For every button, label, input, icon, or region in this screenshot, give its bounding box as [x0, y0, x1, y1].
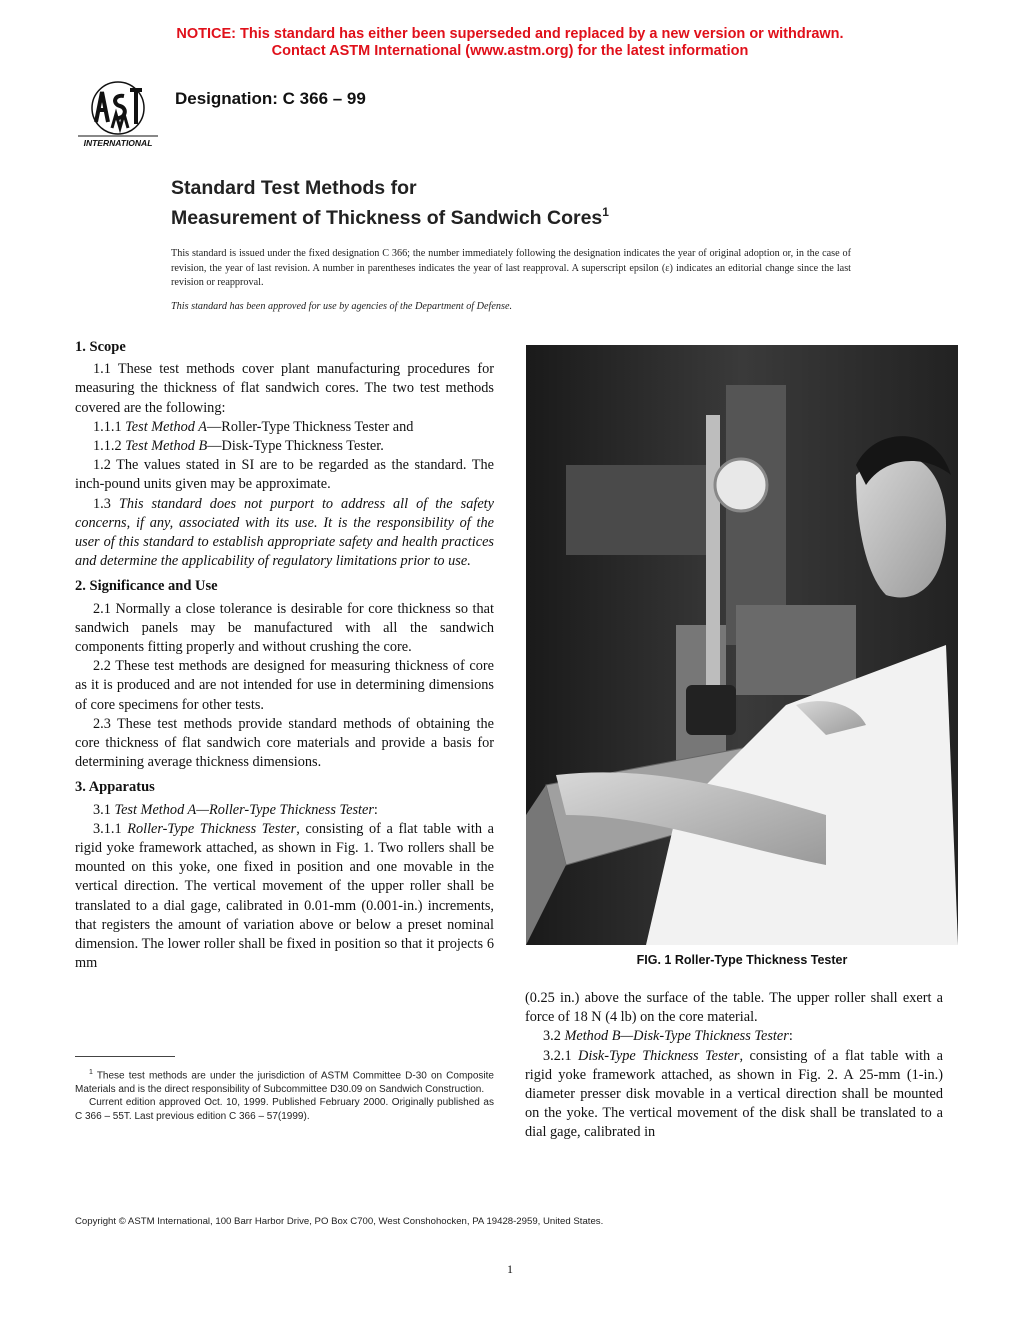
- page-number: 1: [507, 1262, 513, 1276]
- para-italic: Test Method A: [125, 418, 207, 435]
- footnote-1-text: These test methods are under the jurisdiction of ASTM Committee D-30 on Composite Materials and is the direct responsibility of Subcommittee D30.09 on Sandwich Construction.: [75, 1070, 494, 1095]
- footnote-1: [75, 1066, 494, 1096]
- scope-heading: 1. Scope: [75, 339, 126, 355]
- footnote-mark: 1: [89, 1069, 93, 1076]
- para-num: 3.2.1: [543, 1047, 579, 1064]
- title-line-2-text: Measurement of Thickness of Sandwich Cores: [171, 207, 603, 229]
- para-text: —Disk-Type Thickness Tester.: [207, 438, 384, 455]
- footnote-2: Current edition approved Oct. 10, 1999. Published February 2000. Originally published as C 366 – 55T. Last previous edition C 366 – 57(1999).: [75, 1097, 494, 1122]
- title-line-1: Standard Test Methods for: [171, 177, 417, 199]
- copyright: Copyright © ASTM International, 100 Barr Harbor Drive, PO Box C700, West Conshohocken, PA 19428-2959, United States.: [75, 1216, 604, 1227]
- designation: Designation: C 366 – 99: [175, 89, 366, 108]
- document-title: [171, 176, 609, 230]
- para-2-3: 2.3 These test methods provide standard methods of obtaining the core thickness of flat sandwich core materials and provide a basis for determining average thickness dimensions.: [75, 715, 494, 771]
- figure-1-caption: FIG. 1 Roller-Type Thickness Tester: [636, 953, 848, 967]
- title-footnote-mark: 1: [602, 205, 609, 219]
- right-column: [525, 989, 943, 1143]
- para-num: 3.1.1: [93, 820, 128, 837]
- left-column: [75, 338, 494, 974]
- notice-line-2: Contact ASTM International (www.astm.org) for the latest information: [271, 43, 749, 59]
- notice-line-1: NOTICE: This standard has either been superseded and replaced by a new version or withdrawn.: [176, 26, 844, 42]
- para-italic: Roller-Type Thickness Tester: [127, 820, 297, 837]
- para-3-2: [525, 1027, 943, 1046]
- para-1-2: 1.2 The values stated in SI are to be regarded as the standard. The inch-pound units given may be approximate.: [75, 457, 494, 493]
- para-num: 1.3: [93, 495, 119, 512]
- figure-1-photo: [526, 345, 958, 945]
- defense-approval: This standard has been approved for use by agencies of the Department of Defense.: [171, 301, 513, 312]
- para-num: 1.1.1: [93, 418, 126, 435]
- footnotes: [75, 1066, 494, 1123]
- para-1-1-1: [75, 418, 494, 437]
- logo-text: INTERNATIONAL: [83, 138, 153, 148]
- para-3-1: [75, 801, 494, 820]
- para-italic: Test Method B: [125, 438, 208, 455]
- preamble: This standard is issued under the fixed designation C 366; the number immediately following the designation indicates the year of original adoption or, in the case of revision, the year of last revision. A number in parentheses indicates the year of last reapproval. A superscript epsilon (ε) indicates an editorial change since the last revision or reapproval.: [171, 248, 851, 288]
- para-text: :: [788, 1028, 793, 1045]
- para-num: 1.1.2: [93, 438, 126, 455]
- para-2-2: 2.2 These test methods are designed for measuring thickness of core as it is produced and are not intended for use in determining dimensions of core specimens for other tests.: [75, 658, 494, 713]
- para-num: 3.2: [543, 1028, 565, 1045]
- notice-banner: [0, 26, 1020, 60]
- footnote-rule: [75, 1056, 175, 1057]
- para-text: , consisting of a flat table with a rigid yoke framework attached, as shown in Fig. 1. Two rollers shall be mounted on this yoke, one fixed in position and one movable in the vertical direction. The vertical movement of the upper roller shall be translated to a dial gage, calibrated in 0.01-mm (0.001-in.) increments, that registers the amount of variation above or below a preset nominal dimension. The lower roller shall be fixed in position so that it projects 6 mm: [75, 820, 494, 972]
- para-3-2-1: [525, 1047, 943, 1143]
- significance-heading: 2. Significance and Use: [75, 578, 218, 595]
- para-italic: This standard does not purport to address all of the safety concerns, if any, associated with its use. It is the responsibility of the user of this standard to establish appropriate safety and health practices and determine the applicability of regulatory limitations prior to use.: [75, 495, 494, 570]
- astm-logo: [76, 78, 160, 150]
- para-3-1-1: [75, 820, 494, 974]
- para-1-1: 1.1 These test methods cover plant manufacturing procedures for measuring the thickness of flat sandwich cores. The two test methods covered are the following:: [75, 361, 494, 416]
- para-italic: Test Method A—Roller-Type Thickness Tester: [114, 801, 374, 818]
- para-italic: Method B—Disk-Type Thickness Tester: [564, 1028, 789, 1045]
- para-italic: Disk-Type Thickness Tester: [578, 1047, 740, 1064]
- para-3-1-1-cont: (0.25 in.) above the surface of the table. The upper roller shall exert a force of 18 N (4 lb) on the core material.: [525, 990, 943, 1026]
- title-line-2: [171, 200, 609, 230]
- para-1-1-2: [75, 437, 494, 456]
- para-1-3: [75, 495, 494, 572]
- para-num: 3.1: [93, 801, 115, 818]
- apparatus-heading: 3. Apparatus: [75, 779, 155, 796]
- para-text: :: [373, 801, 378, 818]
- para-text: —Roller-Type Thickness Tester and: [207, 418, 414, 435]
- para-2-1: 2.1 Normally a close tolerance is desirable for core thickness so that sandwich panels may be manufactured with all the sandwich components fitting properly and without crushing the core.: [75, 600, 494, 656]
- para-text: , consisting of a flat table with a rigid yoke framework attached, as shown in Fig. 2. A 25-mm (1-in.) diameter presser disk movable in a vertical direction shall be mounted on the yoke. The vertical movement of the disk shall be translated to a dial gage, calibrated in: [525, 1047, 943, 1141]
